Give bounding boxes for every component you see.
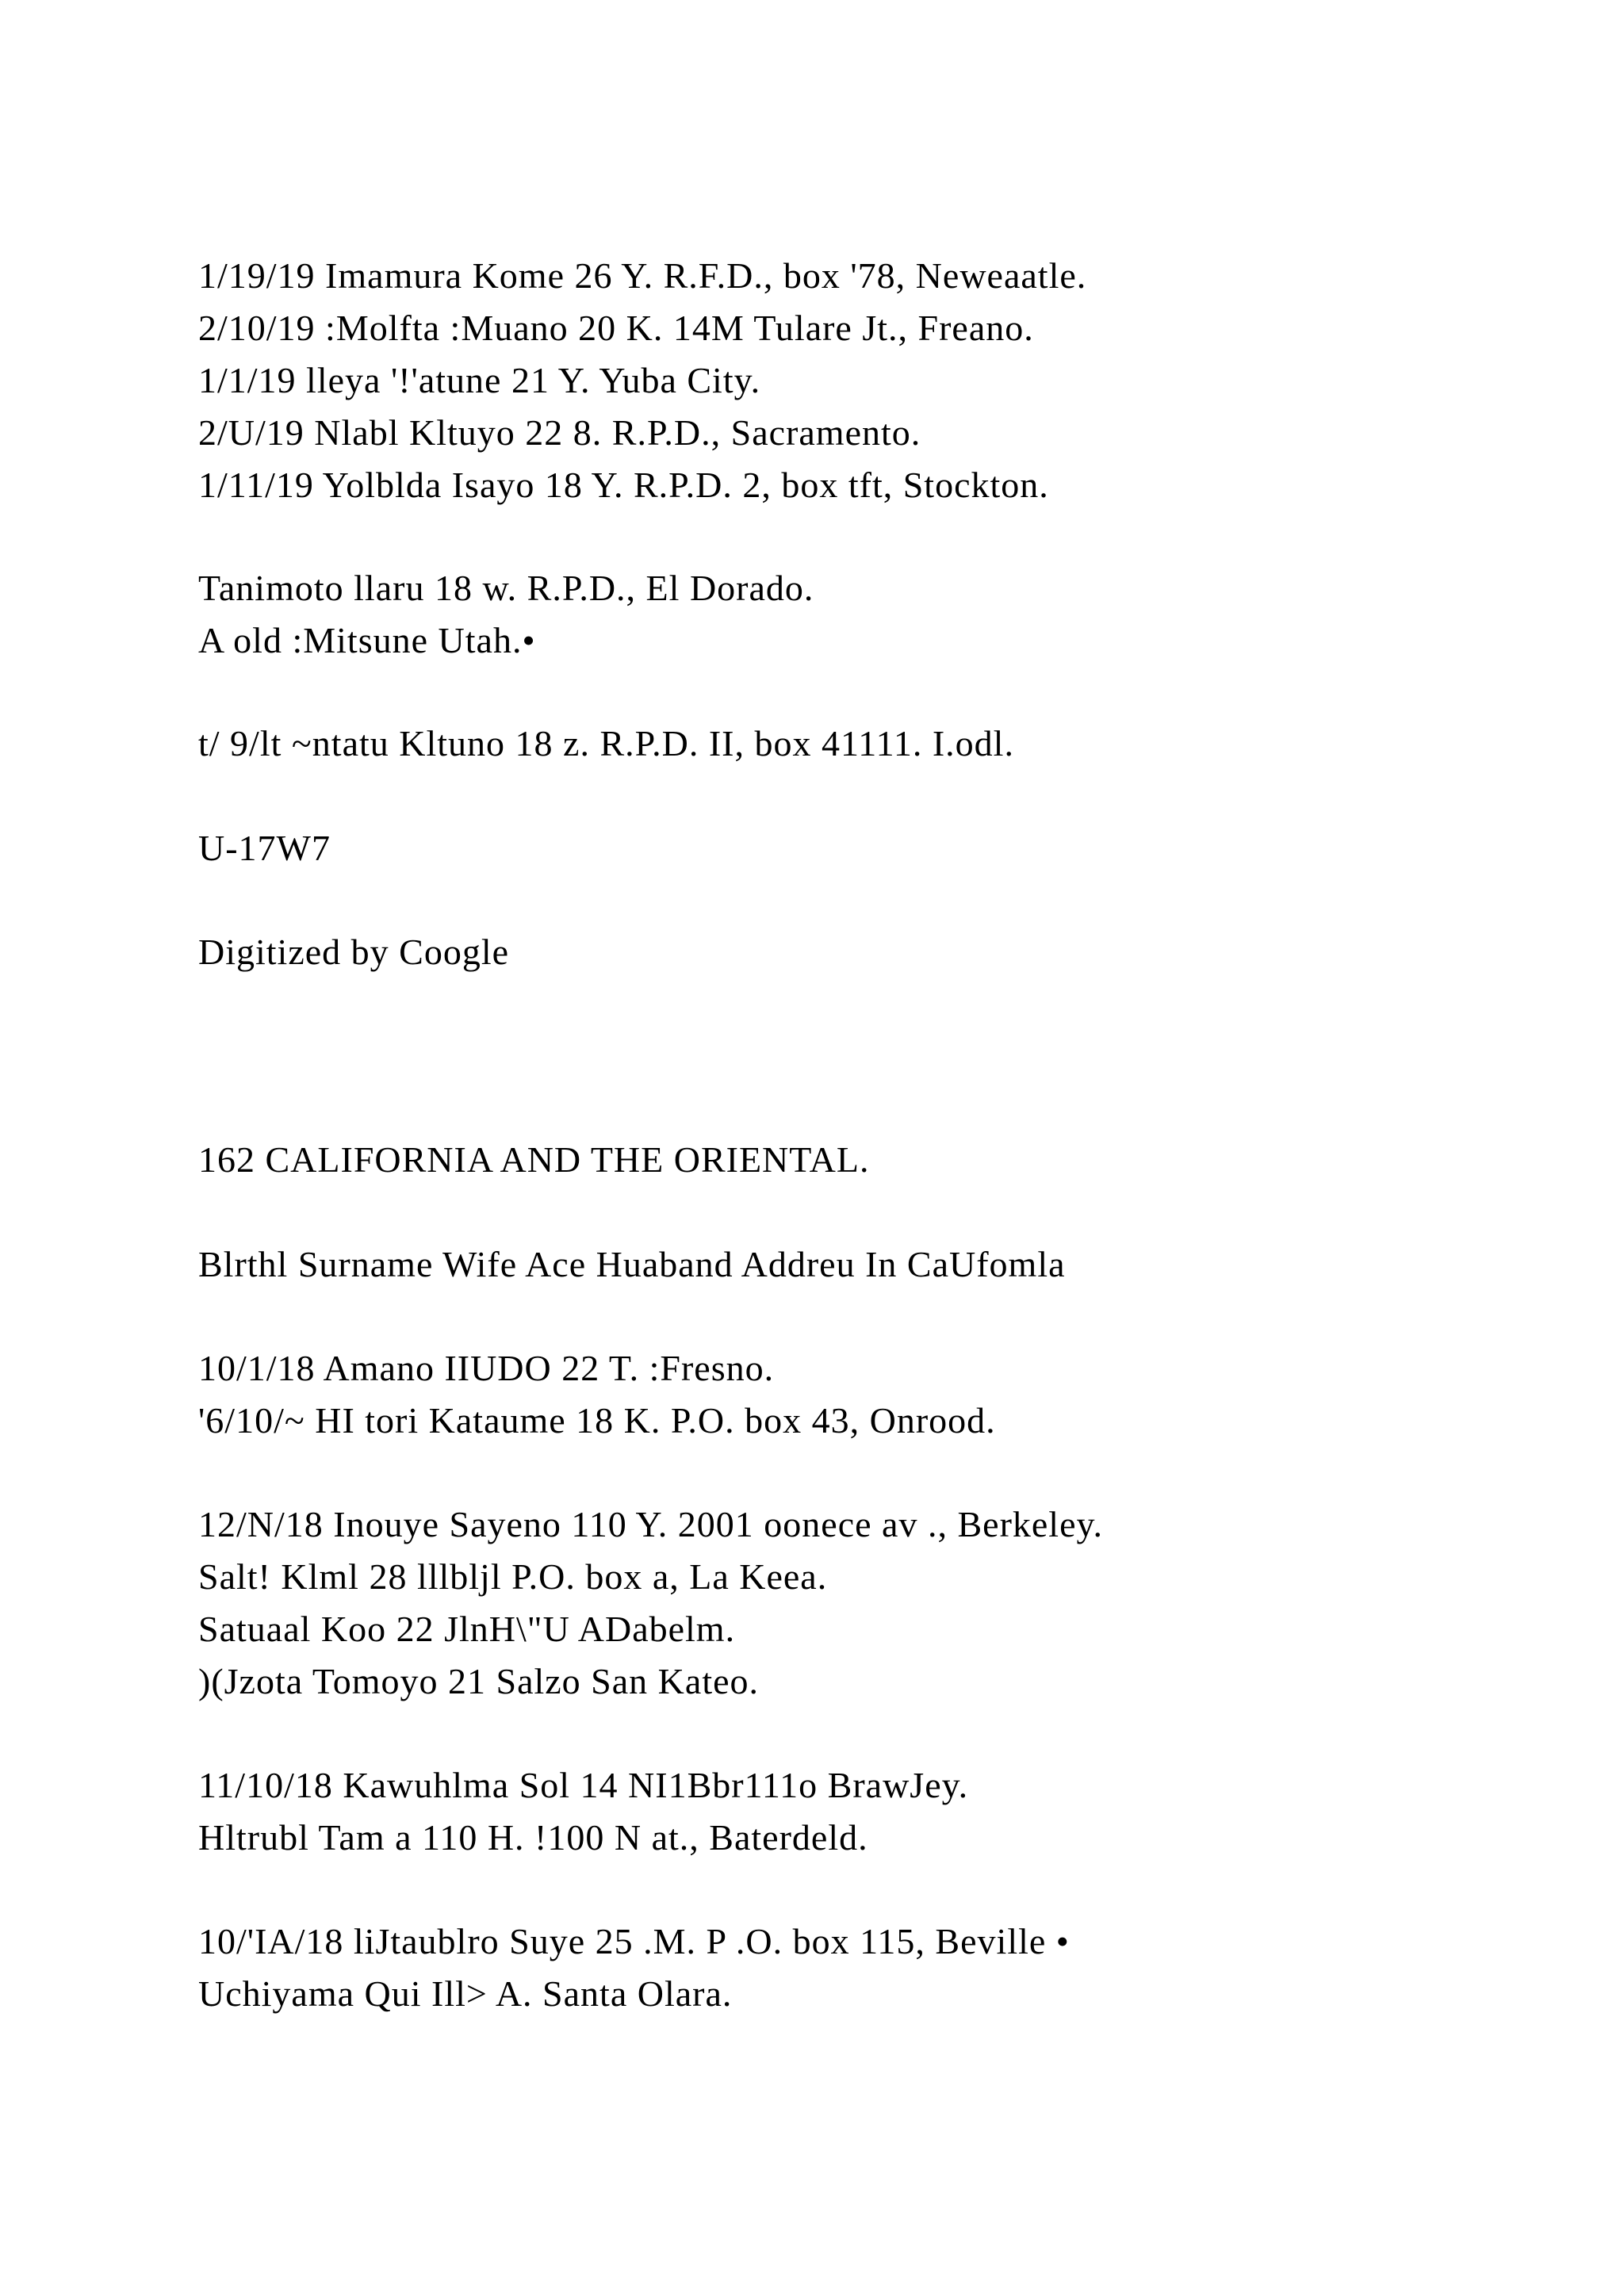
record-line: 1/1/19 lleya '!'atune 21 Y. Yuba City. [198,360,761,400]
record-line: Hltrubl Tam a 110 H. !100 N at., Baterdeld. [198,1817,868,1858]
record-line: 10/1/18 Amano IIUDO 22 T. :Fresno. [198,1348,775,1388]
record-line: 10/'IA/18 liJtaublro Suye 25 .M. P .O. box 115, Beville • [198,1921,1070,1961]
column-headers: Blrthl Surname Wife Ace Huaband Addreu In CaUfomla [198,1244,1066,1284]
record-line: 2/10/19 :Molfta :Muano 20 K. 14M Tulare Jt., Freano. [198,308,1034,348]
record-line: 11/10/18 Kawuhlma Sol 14 NI1Bbr111o BrawJey. [198,1765,969,1805]
digitization-note: Digitized by Coogle [198,932,510,972]
record-line: t/ 9/lt ~ntatu Kltuno 18 z. R.P.D. II, box 41111. I.odl. [198,723,1014,763]
record-line: A old :Mitsune Utah.• [198,620,536,660]
record-line: 1/11/19 Yolblda Isayo 18 Y. R.P.D. 2, box tft, Stockton. [198,465,1049,505]
record-line: Uchiyama Qui Ill> A. Santa Olara. [198,1973,733,2014]
record-line: 2/U/19 Nlabl Kltuyo 22 8. R.P.D., Sacramento. [198,412,921,453]
page-header: 162 CALIFORNIA AND THE ORIENTAL. [198,1139,870,1180]
record-line: Satuaal Koo 22 JlnH\"U ADabelm. [198,1609,736,1649]
record-line: 12/N/18 Inouye Sayeno 110 Y. 2001 oonece av ., Berkeley. [198,1504,1104,1544]
page-code: U-17W7 [198,828,331,868]
record-line: '6/10/~ HI tori Kataume 18 K. P.O. box 43, Onrood. [198,1400,996,1441]
record-line: Salt! Klml 28 lllbljl P.O. box a, La Keea. [198,1556,828,1597]
record-line: Tanimoto llaru 18 w. R.P.D., El Dorado. [198,568,814,608]
record-line: 1/19/19 Imamura Kome 26 Y. R.F.D., box '78, Neweaatle. [198,255,1087,296]
record-line: )(Jzota Tomoyo 21 Salzo San Kateo. [198,1661,760,1701]
